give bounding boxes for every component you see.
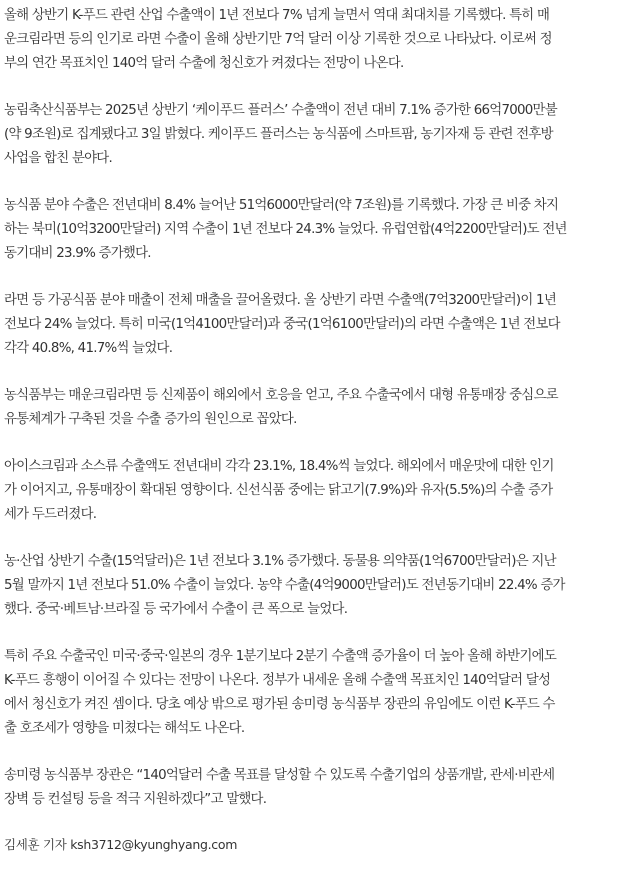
- article-paragraph: [4, 764, 640, 812]
- paragraph-line: 아이스크림과 소스류 수출액도 전년대비 각각 23.1%, 18.4%씩 늘었다. 해외에서 매운맛에 대한 인기: [4, 459, 554, 474]
- paragraph-line: 장벽 등 컨설팅 등을 적극 지원하겠다”고 말했다.: [4, 792, 267, 807]
- article-paragraph: [4, 384, 640, 432]
- paragraph-line: 농림축산식품부는 2025년 상반기 ‘케이푸드 플러스’ 수출액이 전년 대비 7.1% 증가한 66억7000만불: [4, 103, 557, 118]
- byline: 김세훈 기자 ksh3712@kyunghyang.com: [4, 837, 238, 852]
- paragraph-line: 농·산업 상반기 수출(15억달러)은 1년 전보다 3.1% 증가했다. 동물용 의약품(1억6700만달러)은 지난: [4, 554, 556, 569]
- paragraph-line: 송미령 농식품부 장관은 “140억달러 수출 목표를 달성할 수 있도록 수출기업의 상품개발, 관세·비관세: [4, 768, 555, 783]
- article-paragraph: [4, 99, 640, 171]
- paragraph-line: 에서 청신호가 켜진 셈이다. 당초 예상 밖으로 평가된 송미령 농식품부 장관의 유임에도 이런 K-푸드 수: [4, 697, 555, 712]
- paragraph-line: 세가 두드러졌다.: [4, 507, 97, 522]
- paragraph-line: 농식품부는 매운크림라면 등 신제품이 해외에서 호응을 얻고, 주요 수출국에서 대형 유통매장 중심으로: [4, 388, 558, 403]
- article-paragraph: [4, 645, 640, 741]
- article-paragraph: [4, 4, 640, 76]
- paragraph-line: 특히 주요 수출국인 미국·중국·일본의 경우 1분기보다 2분기 수출액 증가율이 더 높아 올해 하반기에도: [4, 649, 557, 664]
- paragraph-line: 전보다 24% 늘었다. 특히 미국(1억4100만달러)과 중국(1억6100만달러)의 라면 수출액은 1년 전보다: [4, 317, 560, 332]
- article-paragraph: [4, 194, 640, 266]
- paragraph-line: K-푸드 흥행이 이어질 수 있다는 전망이 나온다. 정부가 내세운 올해 수출액 목표치인 140억달러 달성: [4, 673, 551, 688]
- article-paragraphs: [4, 4, 644, 812]
- paragraph-line: 유통체계가 구축된 것을 수출 증가의 원인으로 꼽았다.: [4, 412, 297, 427]
- paragraph-line: 라면 등 가공식품 분야 매출이 전체 매출을 끌어올렸다. 올 상반기 라면 수출액(7억3200만달러)이 1년: [4, 293, 557, 308]
- paragraph-line: 출 호조세가 영향을 미쳤다는 해석도 나온다.: [4, 721, 245, 736]
- paragraph-line: (약 9조원)로 집계됐다고 3일 밝혔다. 케이푸드 플러스는 농식품에 스마트팜, 농기자재 등 관련 전후방: [4, 127, 553, 142]
- paragraph-line: 하는 북미(10억3200만달러) 지역 수출이 1년 전보다 24.3% 늘었다. 유럽연합(4억2200만달러)도 전년: [4, 222, 567, 237]
- article-paragraph: [4, 550, 640, 622]
- paragraph-line: 사업을 합친 분야다.: [4, 151, 113, 166]
- paragraph-line: 올해 상반기 K-푸드 관련 산업 수출액이 1년 전보다 7% 넘게 늘면서 역대 최대치를 기록했다. 특히 매: [4, 8, 550, 23]
- paragraph-line: 운크림라면 등의 인기로 라면 수출이 올해 상반기만 7억 달러 이상 기록한 것으로 나타났다. 이로써 정: [4, 32, 552, 47]
- paragraph-line: 농식품 분야 수출은 전년대비 8.4% 늘어난 51억6000만달러(약 7조원)를 기록했다. 가장 큰 비중 차지: [4, 198, 559, 213]
- paragraph-line: 했다. 중국·베트남·브라질 등 국가에서 수출이 큰 폭으로 늘었다.: [4, 602, 348, 617]
- paragraph-line: 가 이어지고, 유통매장이 확대된 영향이다. 신선식품 중에는 닭고기(7.9%)와 유자(5.5%)의 수출 증가: [4, 483, 553, 498]
- paragraph-line: 부의 연간 목표치인 140억 달러 수출에 청신호가 켜졌다는 전망이 나온다.: [4, 56, 404, 71]
- paragraph-line: 각각 40.8%, 41.7%씩 늘었다.: [4, 341, 173, 356]
- paragraph-line: 5월 말까지 1년 전보다 51.0% 수출이 늘었다. 농약 수출(4억9000만달러)도 전년동기대비 22.4% 증가: [4, 578, 565, 593]
- article-paragraph: [4, 455, 640, 527]
- article-paragraph: [4, 289, 640, 361]
- paragraph-line: 동기대비 23.9% 증가했다.: [4, 246, 151, 261]
